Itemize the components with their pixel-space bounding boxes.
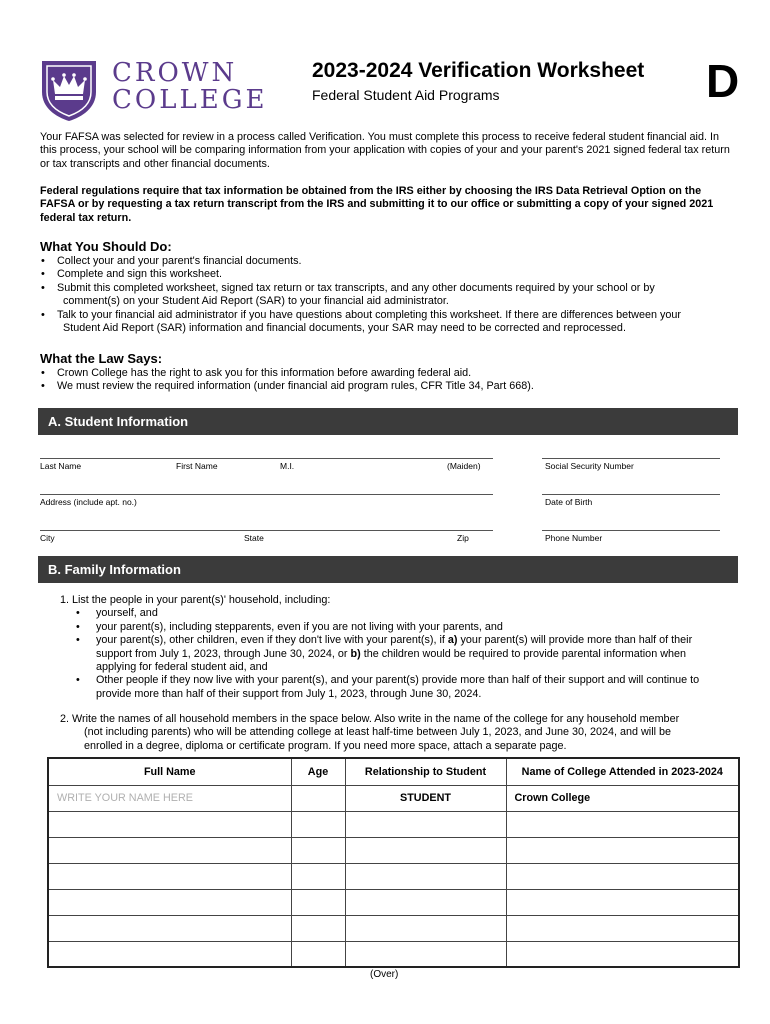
list-item: • yourself, and (68, 607, 735, 620)
college-input[interactable] (506, 837, 739, 863)
table-row (48, 837, 739, 863)
relationship-input[interactable] (345, 863, 506, 889)
list-item: • Collect your and your parent's financial documents. (40, 255, 730, 268)
first-name-label: First Name (176, 461, 218, 471)
phone-label: Phone Number (545, 533, 603, 543)
dob-label: Date of Birth (545, 497, 593, 507)
what-you-should-do-heading: What You Should Do: (40, 239, 172, 254)
table-row (48, 941, 739, 967)
relationship-input[interactable] (345, 941, 506, 967)
state-label: State (244, 533, 264, 543)
college-input[interactable] (506, 889, 739, 915)
table-row (48, 889, 739, 915)
page-title: 2023-2024 Verification Worksheet (312, 59, 645, 82)
full-name-input[interactable] (48, 863, 291, 889)
address-label: Address (include apt. no.) (40, 497, 137, 507)
full-name-input[interactable] (48, 837, 291, 863)
col-college: Name of College Attended in 2023-2024 (506, 758, 739, 785)
phone-input-line[interactable] (542, 530, 720, 531)
name-input-line[interactable] (40, 458, 493, 459)
page-over-note: (Over) (370, 969, 399, 980)
intro-paragraph: Your FAFSA was selected for review in a process called Verification. You must complete this process to receive federal student financial aid. In this process, your school will be comparing information from your application with copies of your and your parent's 2021 signed federal tax return or tax transcripts and other financial documents. (40, 131, 730, 170)
list-item: • your parent(s), including stepparents, even if you are not living with your parents, and (68, 621, 735, 634)
list-item: • Submit this completed worksheet, signed tax return or tax transcripts, and any other documents required by your school or by comment(s) on your Student Aid Report (SAR) to your financial aid administrator. (40, 282, 730, 309)
section-a-header: A. Student Information (38, 408, 738, 435)
zip-label: Zip (457, 533, 469, 543)
city-label: City (40, 533, 55, 543)
full-name-input[interactable] (48, 941, 291, 967)
ssn-label: Social Security Number (545, 461, 634, 471)
logo-wordmark (112, 60, 267, 114)
ssn-input-line[interactable] (542, 458, 720, 459)
table-header-row (48, 758, 739, 785)
col-full-name: Full Name (48, 758, 291, 785)
full-name-input[interactable]: WRITE YOUR NAME HERE (48, 785, 291, 811)
list-item: • We must review the required information (under financial aid program rules, CFR Title 34, Part 668). (40, 380, 730, 393)
table-row (48, 915, 739, 941)
logo-line-2: COLLEGE (112, 85, 268, 115)
section-b-header: B. Family Information (38, 556, 738, 583)
household-table (47, 757, 740, 968)
address-input-line[interactable] (40, 494, 493, 495)
family-item-1 (60, 594, 735, 701)
age-input[interactable] (291, 837, 345, 863)
age-input[interactable] (291, 889, 345, 915)
col-relationship: Relationship to Student (345, 758, 506, 785)
college-input[interactable] (506, 863, 739, 889)
crown-shield-icon (38, 58, 100, 122)
list-item: • Crown College has the right to ask you for this information before awarding federal aid. (40, 367, 730, 380)
what-the-law-says-heading: What the Law Says: (40, 351, 163, 366)
family-item-2: 2. Write the names of all household members in the space below. Also write in the name of the college for any household member (not including parents) who will be attending college at least half-time between July 1, 2023, and June 30, 2024, and will be enrolled in a degree, diploma or certificate program. If you need more space, attach a separate page. (60, 713, 680, 752)
relationship-input[interactable] (345, 915, 506, 941)
page-subtitle: Federal Student Aid Programs (312, 87, 500, 103)
list-item: • Talk to your financial aid administrator if you have questions about completing this worksheet. If there are differences between your Student Aid Report (SAR) information and financial documents, your SAR may need to be corrected and reprocessed. (40, 309, 730, 336)
family-item-1-lead: 1. List the people in your parent(s)' household, including: (60, 594, 331, 606)
list-item: • Other people if they now live with your parent(s), and your parent(s) provide more than half of their support and will continue to provide more than half of their support from July 1, 2023, through June 30, 2024. (68, 674, 735, 701)
table-row (48, 811, 739, 837)
table-row (48, 785, 739, 811)
relationship-input[interactable] (345, 811, 506, 837)
dob-input-line[interactable] (542, 494, 720, 495)
college-input[interactable] (506, 941, 739, 967)
table-row (48, 863, 739, 889)
full-name-input[interactable] (48, 889, 291, 915)
age-input[interactable] (291, 811, 345, 837)
college-input[interactable]: Crown College (506, 785, 739, 811)
maiden-label: (Maiden) (447, 461, 481, 471)
logo-line-1: CROWN (112, 58, 238, 88)
family-item-1-list (68, 607, 735, 701)
city-state-zip-input-line[interactable] (40, 530, 493, 531)
age-input[interactable] (291, 785, 345, 811)
full-name-input[interactable] (48, 811, 291, 837)
relationship-input[interactable] (345, 889, 506, 915)
regulation-paragraph: Federal regulations require that tax information be obtained from the IRS either by choosing the IRS Data Retrieval Option on the FAFSA or by requesting a tax return transcript from the IRS and submitting it to our office or submitting a copy of your signed 2021 federal tax return. (40, 185, 714, 224)
what-you-should-do-list (40, 255, 730, 335)
list-item: • Complete and sign this worksheet. (40, 268, 730, 281)
col-age: Age (291, 758, 345, 785)
relationship-input[interactable]: STUDENT (345, 785, 506, 811)
list-item: • your parent(s), other children, even if they don't live with your parent(s), if a) your parent(s) will provide more than half of their support from July 1, 2023, through June 30, 2024, or b) the children would be required to provide parental information when applying for federal student aid, and (68, 634, 735, 674)
age-input[interactable] (291, 863, 345, 889)
age-input[interactable] (291, 915, 345, 941)
last-name-label: Last Name (40, 461, 82, 471)
relationship-input[interactable] (345, 837, 506, 863)
full-name-input[interactable] (48, 915, 291, 941)
age-input[interactable] (291, 941, 345, 967)
college-input[interactable] (506, 811, 739, 837)
form-letter: D (706, 55, 740, 107)
college-input[interactable] (506, 915, 739, 941)
mi-label: M.I. (280, 461, 295, 471)
crown-college-logo (38, 58, 278, 122)
what-the-law-says-list (40, 367, 730, 394)
